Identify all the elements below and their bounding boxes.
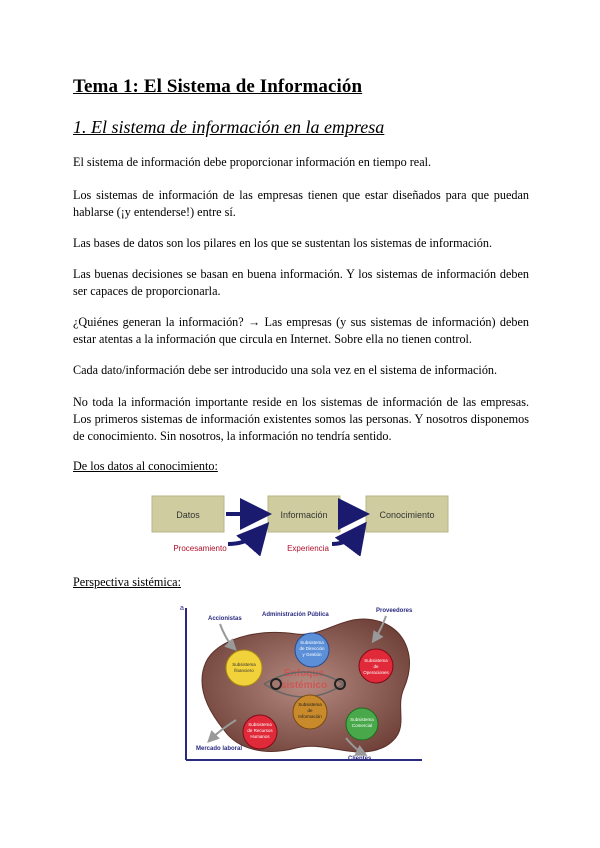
outer-label: Administración Pública [262,612,329,618]
data-to-knowledge-diagram [150,488,450,556]
svg-text:Subsistema: Subsistema [364,658,388,663]
center-label: sistémico [280,680,328,691]
svg-text:Información: Información [298,714,322,719]
paragraph: Las buenas decisiones se basan en buena información. Y los sistemas de información deben ser capaces de proporcionarla. [73,267,529,298]
svg-text:Subsistema: Subsistema [232,662,256,667]
outer-label: Accionistas [208,616,242,622]
section-label-text: De los datos al conocimiento [73,459,215,473]
arrow-label: Experiencia [287,544,329,553]
paragraph: Los sistemas de información de las empresas tienen que estar diseñados para que puedan hablarse (¡y entenderse!) entre sí. [73,188,529,219]
paragraph: No toda la información importante reside en los sistemas de información de las empresas. Los primeros sistemas de información existentes somos las personas. Y nosotros disponemos de conocimiento. Sin nosotros, la información no tendría sentido. [73,395,529,443]
section-heading: 1. El sistema de información en la empresa [73,117,385,137]
svg-text:Subsistema: Subsistema [300,640,324,645]
svg-text:de: de [373,664,379,669]
section-label-text: Perspectiva sistémica [73,575,178,589]
svg-text:Operaciones: Operaciones [363,670,389,675]
subsystem-financiero [226,650,262,686]
document-title: Tema 1: El Sistema de Información [73,76,363,97]
subsystem-informacion [293,695,327,729]
paragraph: El sistema de información debe proporcionar información en tiempo real. [73,155,432,169]
outer-label: Proveedores [376,608,413,614]
outer-label: Mercado laboral [196,746,243,752]
section-label-datos [73,459,218,474]
paragraph: ¿Quiénes generan la información? → Las empresas (y sus sistemas de información) deben estar atentas a la información que circula en Internet. Sobre ella no tienen control. [73,315,529,346]
section-label-colon: : [214,459,218,473]
subsystem-direccion [295,633,329,667]
center-label: Enfoque [284,668,324,679]
box-label: Conocimiento [379,510,435,520]
outer-label: Clientes [348,756,372,762]
paragraph: Cada dato/información debe ser introducido una sola vez en el sistema de información. [73,363,498,377]
svg-text:financiero: financiero [234,668,254,673]
box-label: Datos [176,510,200,520]
svg-text:de Recursos: de Recursos [247,728,273,733]
svg-text:Subsistema: Subsistema [298,702,322,707]
paragraph: Las bases de datos son los pilares en los que se sustentan los sistemas de información. [73,236,493,250]
subsystem-comercial [346,708,378,740]
section-label-perspectiva [73,575,181,590]
svg-text:Subsistema: Subsistema [350,717,374,722]
svg-text:de: de [307,708,313,713]
systemic-perspective-diagram [176,600,426,768]
subsystem-rrhh [243,715,277,749]
arrow-label: Procesamiento [173,544,227,553]
svg-text:de Dirección: de Dirección [299,646,325,651]
svg-text:Humanos: Humanos [250,734,270,739]
box-label: Información [280,510,328,520]
section-label-colon: : [177,575,181,589]
axis-label: a [180,605,184,612]
arrow-processing [228,528,264,544]
svg-text:y Gestión: y Gestión [302,652,322,657]
svg-text:Comercial: Comercial [351,723,373,728]
subsystem-operaciones [359,649,393,683]
svg-text:Subsistema: Subsistema [248,722,272,727]
